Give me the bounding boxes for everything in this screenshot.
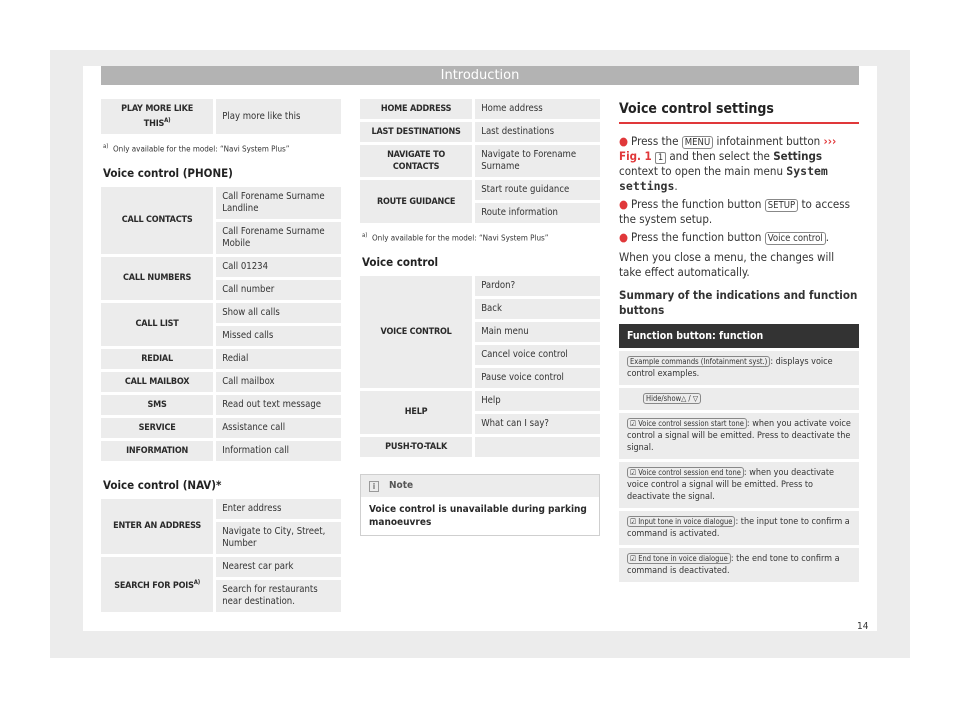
row-value: Navigate to City, Street, Number <box>216 522 341 554</box>
function-row: ☑ Voice control session start tone : when you activate voice control a signal will be emitted. Press to deactivate the signal. <box>619 413 859 459</box>
voice-control-table <box>360 273 600 460</box>
function-button-table: Function button: function Example commands (Infotainment syst.) : displays voice control examples. Hide/show△ / ▽ ☑ Voice control session start tone : when you activate voice control a signal will be emitted. Press to deactivate the signal. ☑ Voice control session end tone : when you deactivate voice control a signal will be emitted. Press to deactivate the signal. ☑ Input tone in voice dialogue : the input tone to confirm a command is activated. ☑ End tone in voice dialogue : the end tone to confirm a command is deactivated. <box>619 324 859 582</box>
row-key: ROUTE GUIDANCE <box>360 180 475 223</box>
row-value: Help <box>475 391 600 411</box>
settings-title: Voice control settings <box>619 101 859 124</box>
table-row: PLAY MORE LIKE $THIS^{A)}$ Play more like this <box>101 99 341 134</box>
row-value: Route information <box>475 203 600 223</box>
row-key: NAVIGATE TO CONTACTS <box>360 145 475 177</box>
instruction-1: ● Press the MENU infotainment button ››› Fig. 1 1 and then select the Settings context to open the main menu System settings. <box>619 134 837 193</box>
table-row <box>101 187 341 219</box>
row-key: CALL NUMBERS <box>101 257 216 300</box>
row-value: Call number <box>216 280 341 300</box>
row-key: HOME ADDRESS <box>360 99 475 119</box>
row-value: Pause voice control <box>475 368 600 388</box>
table-row <box>101 303 341 323</box>
table-row <box>101 557 341 577</box>
middle-column <box>360 96 600 536</box>
row-value: Start route guidance <box>475 180 600 200</box>
row-key: CALL CONTACTS <box>101 187 216 254</box>
phone-section-title: Voice control (PHONE) <box>103 165 233 180</box>
row-value: Home address <box>475 99 600 119</box>
function-button: ☑ Voice control session end tone <box>627 467 744 478</box>
setup-button: SETUP <box>765 199 798 212</box>
row-value: Call mailbox <box>216 372 341 392</box>
row-value: Call 01234 <box>216 257 341 277</box>
row-value: Assistance call <box>216 418 341 438</box>
row-value: Back <box>475 299 600 319</box>
table-row <box>360 99 600 119</box>
summary-title: Summary of the indications and function buttons <box>619 288 858 317</box>
table-row <box>360 180 600 200</box>
row-value <box>475 437 600 457</box>
menu-button: MENU <box>682 136 713 149</box>
table-row <box>360 276 600 296</box>
table-row <box>101 499 341 519</box>
table-row <box>101 418 341 438</box>
row-key: VOICE CONTROL <box>360 276 475 388</box>
row-key: HELP <box>360 391 475 434</box>
row-value: Redial <box>216 349 341 369</box>
function-row: ☑ End tone in voice dialogue : the end tone to confirm a command is deactivated. <box>619 548 859 582</box>
row-key: CALL MAILBOX <box>101 372 216 392</box>
row-key: ENTER AN ADDRESS <box>101 499 216 554</box>
function-button: ☑ Voice control session start tone <box>627 418 747 429</box>
play-more-table <box>101 96 341 137</box>
row-value: Main menu <box>475 322 600 342</box>
paragraph: When you close a menu, the changes will take effect automatically. <box>619 250 835 279</box>
note-box: i Note Voice control is unavailable during parking manoeuvres <box>360 474 600 536</box>
section-header: Introduction <box>101 66 859 85</box>
instruction-2: ● Press the function button SETUP to access the system setup. <box>619 197 851 226</box>
table-row <box>360 391 600 411</box>
row-value: Call Forename Surname Landline <box>216 187 341 219</box>
function-button: ☑ Input tone in voice dialogue <box>627 516 735 527</box>
row-value: Information call <box>216 441 341 461</box>
function-row: Example commands (Infotainment syst.) : displays voice control examples. <box>619 351 859 385</box>
row-value: Read out text message <box>216 395 341 415</box>
table-row <box>360 145 600 177</box>
voice-control-section-title: Voice control <box>362 254 439 269</box>
function-row <box>619 388 859 410</box>
function-button: ☑ End tone in voice dialogue <box>627 553 731 564</box>
row-value: Navigate to Forename Surname <box>475 145 600 177</box>
instruction-3: ● Press the function button Voice control . <box>619 230 830 244</box>
figure-number: 1 <box>655 152 666 164</box>
table-row <box>101 372 341 392</box>
info-icon: i <box>369 481 379 492</box>
table-row <box>101 441 341 461</box>
row-value: Cancel voice control <box>475 345 600 365</box>
row-value: What can I say? <box>475 414 600 434</box>
row-key: SMS <box>101 395 216 415</box>
page-number: 14 <box>857 621 869 632</box>
row-key: CALL LIST <box>101 303 216 346</box>
function-row: ☑ Voice control session end tone : when you deactivate voice control a signal will be emitted. Press to deactivate the signal. <box>619 462 859 508</box>
row-key: SEARCH FOR $POIS^{A)}$ <box>101 557 216 612</box>
row-value: Missed calls <box>216 326 341 346</box>
figure-link[interactable]: ››› Fig. 1 <box>619 134 837 163</box>
row-value: Nearest car park <box>216 557 341 577</box>
footnote: $^{a)}$ Only available for the model: “Navi System Plus” <box>103 143 290 154</box>
row-key: REDIAL <box>101 349 216 369</box>
table-row <box>360 122 600 142</box>
row-value: Show all calls <box>216 303 341 323</box>
function-button: Hide/show△ / ▽ <box>643 393 701 404</box>
row-value: Search for restaurants near destination. <box>216 580 341 612</box>
row-key: LAST DESTINATIONS <box>360 122 475 142</box>
row-value: Last destinations <box>475 122 600 142</box>
row-value: Call Forename Surname Mobile <box>216 222 341 254</box>
table-row <box>101 395 341 415</box>
nav-table-continued <box>360 96 600 226</box>
row-key: INFORMATION <box>101 441 216 461</box>
right-column <box>619 101 859 582</box>
table-row <box>101 349 341 369</box>
row-key: PUSH-TO-TALK <box>360 437 475 457</box>
table-row <box>360 437 600 457</box>
row-value: Pardon? <box>475 276 600 296</box>
table-row <box>101 257 341 277</box>
row-key: SERVICE <box>101 418 216 438</box>
function-button: Example commands (Infotainment syst.) <box>627 356 770 367</box>
left-column <box>101 96 341 615</box>
nav-section-title: Voice control (NAV)* <box>103 477 222 492</box>
footnote: $^{a)}$ Only available for the model: “Navi System Plus” <box>362 232 549 243</box>
voice-control-button: Voice control <box>765 232 826 245</box>
row-value: Enter address <box>216 499 341 519</box>
function-row: ☑ Input tone in voice dialogue : the input tone to confirm a command is activated. <box>619 511 859 545</box>
phone-table <box>101 184 341 464</box>
nav-table <box>101 496 341 615</box>
